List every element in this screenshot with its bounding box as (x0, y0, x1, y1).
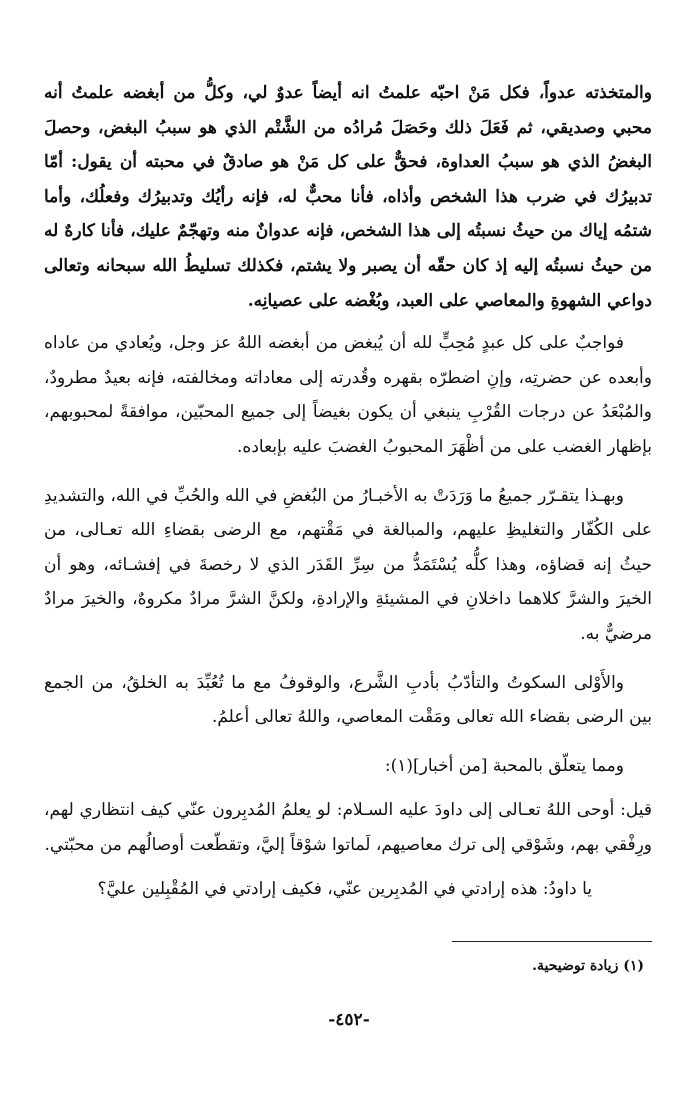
section-heading: ومما يتعلّق بالمحبة [من أخبار](١): (384, 755, 624, 776)
paragraph-2: فواجبٌ على كل عبدٍ مُحِبٍّ لله أن يُبغض من أبغضه اللهُ عز وجل، ويُعادي من عاداه وأبعده عن حضرتِه، وإنِ اضطرّه بقهره وقُدرته إلى معاداته ومخالفته، فإنه بعيدٌ مطرودٌ، والمُبْعَدُ عن درجات القُرْبِ ينبغي أن يكون بغيضاً إلى جميع المحبّين، موافقةً لمحبوبهم، بإظهار الغضب على من أظْهَرَ المحبوبُ الغضبَ عليه بإبعاده. (44, 333, 652, 457)
footnote: (١) زيادة توضيحية. (532, 958, 644, 974)
quote-paragraph-1: قيل: أوحى اللهُ تعـالى إلى داودَ عليه السـلام: لو يعلمُ المُدبِرون عنّي كيف انتظاري لهم، ورِفْقي بهم، وشَوْقي إلى ترك معاصيهم، لَماتوا شوْقاً إليَّ، وتقطّعت أوصالُهم من محبّتي. (44, 799, 652, 856)
paragraph-1: والمتخذته عدواً، فكل مَنْ احبّه علمتُ انه أيضاً عدوٌ لي، وكلُّ من أبغضه علمتُ أنه محبي وصديقي، ثم فَعَلَ ذلك وحَصَلَ مُرادُه من الشَّتْم الذي هو سببُ البغض، وحصلَ البغضُ الذي هو سببُ العداوة، فحقٌّ على كل مَنْ هو صادقٌ في محبته أن يقول: أمّا تدبيرُك في ضرب هذا الشخص وأذاه، فأنا محبٌّ له، فإنه رأيُك وتدبيرُك وفعلُك، وأما شتمُه إياك من حيثُ نسبتُه إلى هذا الشخص، فإنه عدوانٌ منه وتهجّمٌ عليك، فأنا كارهٌ له من حيثُ نسبتُه إليه إذ كان حقّه أن يصبر ولا يشتم، فكذلك تسليطُ الله سبحانه وتعالى دواعي الشهوةِ والمعاصي على العبد، وبُغْضه على عصيانِه. (44, 83, 652, 311)
footnote-divider (452, 941, 652, 942)
paragraph-4: والأَوْلى السكوتُ والتأدّبُ بأدبِ الشَّرع، والوقوفُ مع ما تُعُبِّدَ به الخلقُ، من الجمع بين الرضى بقضاء الله تعالى ومَقْت المعاصي، واللهُ تعالى أعلمُ. (44, 672, 652, 728)
quote-paragraph-2: يا داودُ: هذه إرادتي في المُدبِرين عنّي، فكيف إرادتي في المُقْبِلين عليَّ؟ (97, 878, 592, 899)
paragraph-3: وبهـذا يتقـرّر جميعُ ما وَرَدَتْ به الأخبـارُ من البُغضِ في الله والحُبِّ في الله، والتشديدِ على الكُفّار والتغليظِ عليهم، والمبالغة في مَقْتهم، مع الرضى بقضاءِ الله تعـالى، من حيثُ إنه قضاؤه، وهذا كلُّه يُسْتَمَدُّ من سِرِّ القَدَر الذي لا رخصةَ في إفشـائه، وهو أن الخيرَ والشرَّ كلاهما داخلانِ في المشيئةِ والإرادةِ، ولكنَّ الشرَّ مرادٌ مكروهٌ، والخيرَ مرادٌ مرضيٌّ به. (44, 485, 652, 644)
page-number: -٤٥٢- (328, 1010, 370, 1030)
main-text (44, 76, 652, 907)
